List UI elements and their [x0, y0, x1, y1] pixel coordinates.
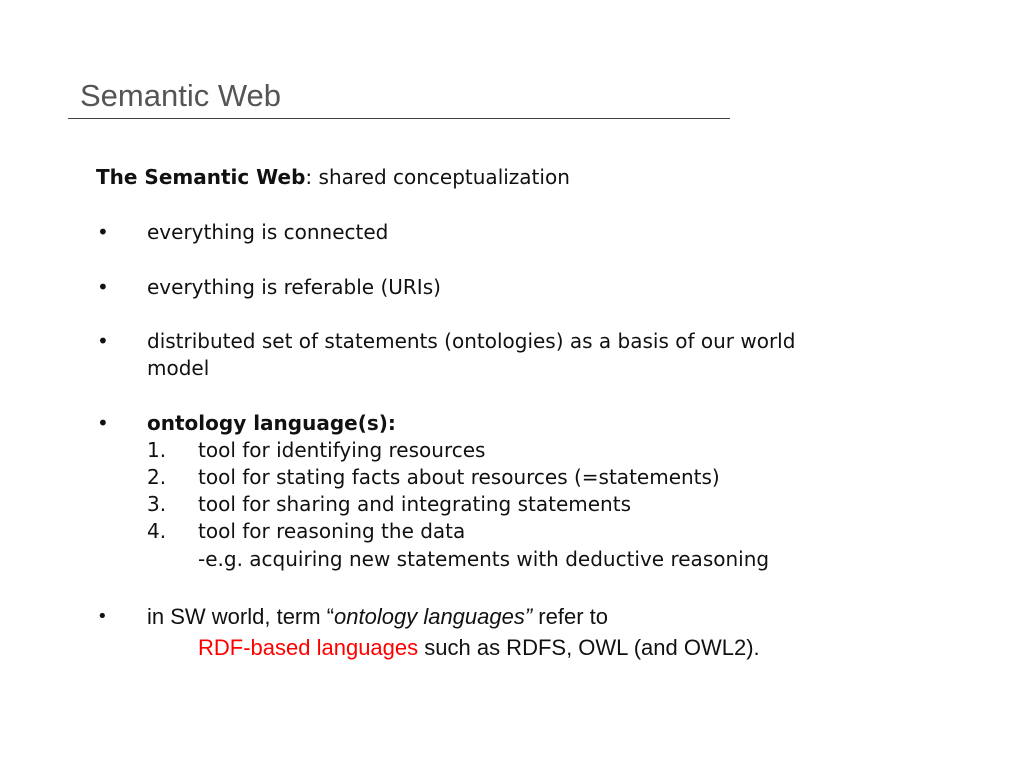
list-number: 1.: [147, 438, 167, 462]
list-item: tool for identifying resources: [198, 438, 486, 462]
list-item: tool for stating facts about resources (=statements): [198, 465, 720, 489]
bullet-item-distributed-line2: model: [147, 356, 210, 380]
rdf-languages-line: [198, 634, 760, 661]
bullet-marker: •: [97, 411, 109, 435]
list-number: 3.: [147, 492, 167, 516]
list-number: 2.: [147, 465, 167, 489]
bullet-marker: •: [97, 329, 109, 353]
sw-term-suffix: refer to: [532, 604, 608, 629]
rdf-examples: such as RDFS, OWL (and OWL2).: [418, 635, 760, 660]
bullet-item-distributed-line1: distributed set of statements (ontologies) as a basis of our world: [147, 329, 796, 353]
title-divider: [68, 118, 730, 119]
bullet-marker: •: [97, 275, 109, 299]
reasoning-note: -e.g. acquiring new statements with deductive reasoning: [198, 547, 770, 571]
bullet-item-referable: everything is referable (URIs): [147, 275, 441, 299]
bullet-marker: •: [97, 220, 109, 244]
slide-title: Semantic Web: [80, 78, 282, 113]
intro-rest: : shared conceptualization: [305, 165, 570, 189]
list-item: tool for sharing and integrating statements: [198, 492, 631, 516]
bullet-item-connected: everything is connected: [147, 220, 389, 244]
bullet-heading-ontology-languages: [147, 410, 396, 437]
rdf-based-highlight: RDF-based languages: [198, 635, 419, 660]
intro-bold: The Semantic Web: [96, 165, 306, 189]
sw-term-prefix: in SW world, term “: [147, 604, 335, 629]
list-number: 4.: [147, 519, 167, 543]
ontology-heading-text: ontology language(s):: [147, 411, 396, 435]
sw-term-italic: ontology languages”: [334, 604, 533, 629]
intro-line: [96, 164, 570, 191]
bullet-marker: •: [97, 606, 108, 627]
list-item: tool for reasoning the data: [198, 519, 466, 543]
sw-term-line: [147, 603, 608, 630]
